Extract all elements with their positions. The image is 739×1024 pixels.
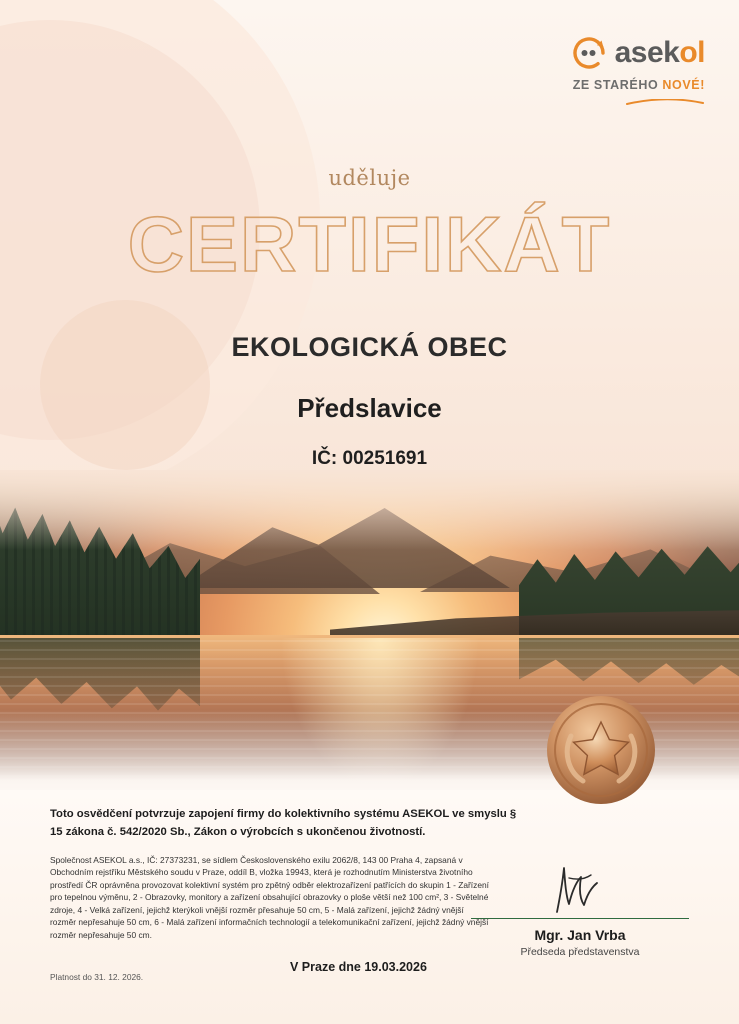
decorative-circle-small — [40, 300, 210, 470]
asekol-logo — [527, 34, 705, 100]
signature-block — [465, 860, 695, 958]
award-recipient: Předslavice — [297, 393, 442, 423]
logo-row — [527, 34, 705, 72]
validity-note: Platnost do 31. 12. 2026. — [50, 972, 144, 982]
logo-tagline-pre: ZE STARÉHO — [572, 78, 663, 92]
logo-word-first: asek — [614, 36, 680, 69]
logo-underline-swoosh — [527, 93, 705, 100]
signature-line — [471, 918, 689, 919]
logo-tagline-accent: NOVÉ! — [662, 78, 705, 92]
page-title: CERTIFIKÁT — [127, 200, 612, 288]
company-fineprint: Společnost ASEKOL a.s., IČ: 27373231, se sídlem Československého exilu 2062/8, 143 00 Praha 4, zapsaná v Obchodním rejstříku Městského soudu v Praze, oddíl B, vložka 19943, která je rozhodnutím Ministerstva životního prostředí ČR oprávněna provozovat kolektivní systém pro zpětný odběr elektrozařízení patřících do skupin 1 - Zařízení pro tepelnou výměnu, 2 - Obrazovky, monitory a zařízení obsahující obrazovky o ploše větší než 100 cm², 3 - Světelné zdroje, 4 - Velká zařízení, jejichž kterýkoli vnější rozměr přesahuje 50 cm, 5 - Malá zařízení, jejichž žádný vnější rozměr nepřesahuje 50 cm, 6 - Malá zařízení informačních technologií a telekomunikační zařízení, jejichž žádný vnější rozměr nepřesahuje 50 cm. — [50, 855, 489, 940]
place-and-date: V Praze dne 19.03.2026 — [290, 960, 427, 974]
certificate-statement: Toto osvědčení potvrzuje zapojení firmy do kolektivního systému ASEKOL ve smyslu § 15 zákona č. 542/2020 Sb., Zákon o výrobcích s ukončenou životností. — [50, 808, 517, 838]
award-title: EKOLOGICKÁ OBEC — [231, 332, 508, 362]
bronze-star-medal-icon — [541, 690, 661, 810]
logo-wordmark — [615, 38, 705, 68]
award-identification-number: IČ: 00251691 — [311, 448, 428, 469]
signatory-role: Předseda představenstva — [520, 946, 640, 958]
signatory-name: Mgr. Jan Vrba — [534, 927, 626, 943]
logo-word-second: ol — [679, 36, 705, 69]
logo-tagline — [527, 78, 705, 92]
handwritten-signature-icon — [465, 860, 695, 918]
photo-fade-top — [0, 470, 739, 550]
awards-word: uděluje — [328, 166, 411, 190]
asekol-circle-icon — [570, 34, 608, 72]
